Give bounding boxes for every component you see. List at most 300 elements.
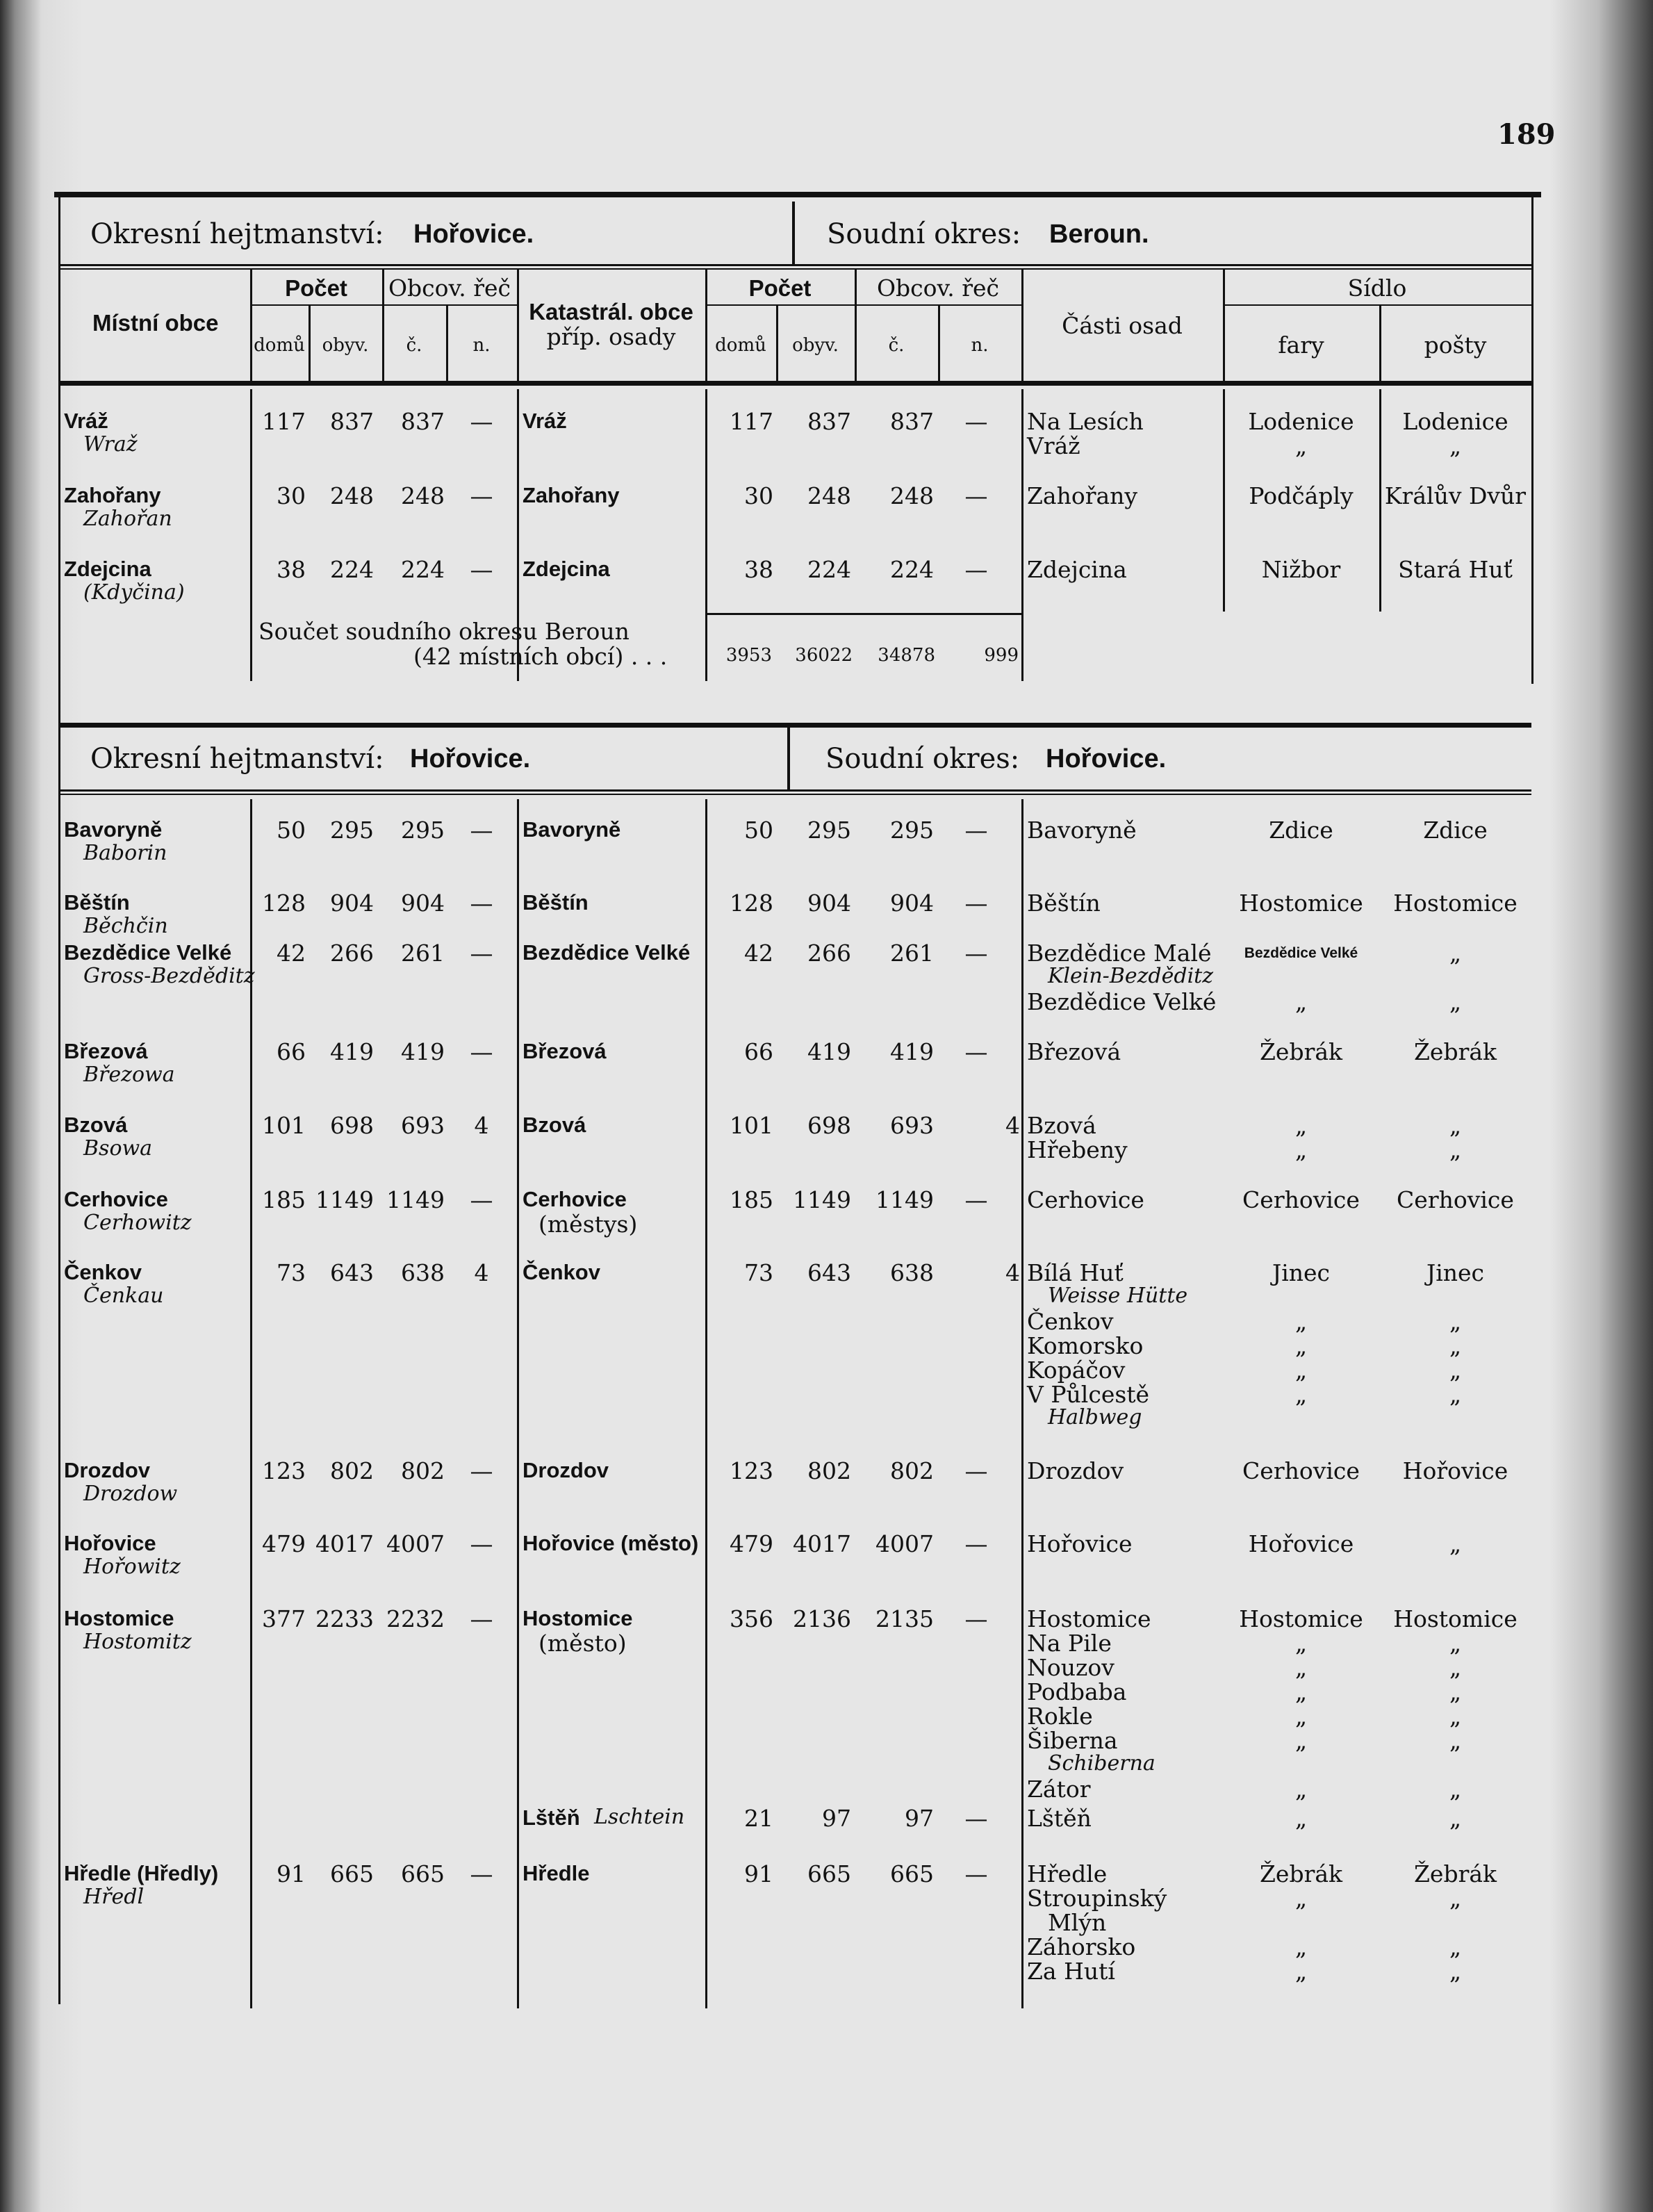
parish-seat: „ — [1294, 1776, 1308, 1803]
post-office: „ — [1449, 1678, 1462, 1705]
houses-count: 50 — [277, 817, 306, 844]
cadastral-german: — — [964, 1805, 988, 1832]
post-office: Hořovice — [1402, 1457, 1508, 1484]
cadastral-houses: 185 — [730, 1186, 773, 1213]
hdr-obyv-2: obyv. — [792, 335, 839, 356]
cadastral-population: 248 — [807, 482, 851, 509]
hdr-casti-osad: Části osad — [1062, 312, 1183, 339]
municipality-name: Hořovice — [64, 1531, 156, 1555]
cadastral-population: 295 — [807, 817, 851, 844]
municipality-name: Drozdov — [64, 1458, 150, 1482]
cadastral-population: 419 — [807, 1038, 851, 1065]
parish-seat: „ — [1294, 1885, 1308, 1912]
czech-speakers: 261 — [401, 940, 445, 967]
cadastral-population: 97 — [822, 1805, 851, 1832]
settlement-part: Bzová — [1027, 1112, 1096, 1139]
hdr-n-1: n. — [472, 335, 491, 356]
czech-speakers: 693 — [401, 1112, 445, 1139]
german-speakers: — — [470, 1605, 493, 1632]
settlement-part: Bezdědice Velké — [1027, 988, 1217, 1015]
municipality-name: Bavoryně — [64, 817, 163, 842]
cadastral-population: 643 — [807, 1259, 851, 1286]
settlement-part: Na Pile — [1027, 1630, 1112, 1657]
municipality-name: Cerhovice — [64, 1187, 168, 1211]
german-speakers: — — [470, 1038, 493, 1065]
sum-domu: 3953 — [725, 645, 772, 666]
settlement-part: Hostomice — [1027, 1605, 1151, 1632]
left-border — [58, 197, 60, 1323]
czech-speakers: 1149 — [386, 1186, 445, 1213]
municipality-german-name: Březowa — [83, 1063, 175, 1087]
parish-seat: „ — [1294, 1654, 1308, 1681]
hejt-label-2: Okresní hejtmanství: — [90, 743, 384, 775]
german-speakers: — — [470, 482, 493, 509]
settlement-part: Lštěň — [1027, 1805, 1092, 1832]
post-office: „ — [1449, 1530, 1462, 1557]
settlement-part: Čenkov — [1027, 1308, 1114, 1335]
sum-rule — [705, 613, 1021, 615]
czech-speakers: 4007 — [386, 1530, 445, 1557]
sub-rule — [1223, 304, 1531, 306]
title-rule — [58, 789, 1531, 792]
sum-n: 999 — [984, 645, 1019, 666]
municipality-german-name: Cerhowitz — [83, 1211, 192, 1235]
cadastral-german: — — [964, 1605, 988, 1632]
parish-seat: Podčáply — [1249, 482, 1354, 509]
municipality-name: Běštín — [64, 890, 130, 915]
col-line — [705, 389, 707, 681]
population-count: 698 — [330, 1112, 374, 1139]
parish-seat: „ — [1294, 1381, 1308, 1408]
parish-seat: „ — [1294, 1630, 1308, 1657]
settlement-part: Za Hutí — [1027, 1958, 1115, 1985]
cadastral-czech: 802 — [890, 1457, 934, 1484]
settlement-part: Bílá Huť — [1027, 1259, 1124, 1286]
cadastral-population: 2136 — [793, 1605, 851, 1632]
post-office: „ — [1449, 1357, 1462, 1384]
german-speakers: — — [470, 1530, 493, 1557]
population-count: 266 — [330, 940, 374, 967]
sum-label-1: Součet soudního okresu Beroun — [258, 618, 630, 645]
czech-speakers: 295 — [401, 817, 445, 844]
municipality-name: Hostomice — [64, 1606, 174, 1630]
settlement-part: Bavoryně — [1027, 817, 1137, 844]
settlement-part: Weisse Hütte — [1048, 1284, 1188, 1308]
hejt-value-2: Hořovice. — [410, 744, 531, 773]
cadastral-name: Běštín — [523, 890, 589, 915]
post-office: Králův Dvůr — [1384, 482, 1527, 509]
population-count: 1149 — [315, 1186, 374, 1213]
post-office: „ — [1449, 988, 1462, 1015]
population-count: 904 — [330, 890, 374, 917]
parish-seat: „ — [1294, 1958, 1308, 1985]
population-count: 248 — [330, 482, 374, 509]
hdr-obyv-1: obyv. — [322, 335, 369, 356]
post-office: „ — [1449, 1630, 1462, 1657]
cadastral-name: Drozdov — [523, 1458, 609, 1482]
cadastral-name: Bzová — [523, 1113, 586, 1137]
parish-seat: „ — [1294, 1308, 1308, 1335]
post-office: Hostomice — [1393, 890, 1518, 917]
title-divider-2 — [787, 728, 790, 790]
population-count: 224 — [330, 556, 374, 583]
post-office: „ — [1449, 1112, 1462, 1139]
parish-seat: „ — [1294, 432, 1308, 459]
parish-seat: „ — [1294, 1703, 1308, 1730]
cadastral-czech: 665 — [890, 1860, 934, 1887]
cadastral-name: Zahořany — [523, 483, 620, 507]
parish-seat: „ — [1294, 1332, 1308, 1359]
settlement-part: Běštín — [1027, 890, 1101, 917]
parish-seat: Zdice — [1269, 817, 1333, 844]
settlement-part: Rokle — [1027, 1703, 1093, 1730]
population-count: 419 — [330, 1038, 374, 1065]
parish-seat: Bezdědice Velké — [1244, 945, 1358, 961]
cadastral-houses: 30 — [744, 482, 773, 509]
settlement-part: Drozdov — [1027, 1457, 1124, 1484]
title-divider — [792, 202, 795, 264]
municipality-german-name: Běchčin — [83, 914, 168, 938]
post-office: Jinec — [1426, 1259, 1485, 1286]
cadastral-name: Cerhovice — [523, 1187, 627, 1211]
cadastral-houses: 117 — [730, 408, 773, 435]
cadastral-houses: 128 — [730, 890, 773, 917]
hdr-katastr: Katastrál. obce — [529, 299, 693, 325]
cadastral-houses: 479 — [730, 1530, 773, 1557]
houses-count: 479 — [262, 1530, 306, 1557]
parish-seat: „ — [1294, 1357, 1308, 1384]
post-office: Zdice — [1423, 817, 1488, 844]
post-office: Stará Huť — [1398, 556, 1513, 583]
parish-seat: „ — [1294, 1805, 1308, 1832]
post-office: Žebrák — [1413, 1038, 1497, 1065]
settlement-part: Podbaba — [1027, 1678, 1127, 1705]
municipality-name: Bezdědice Velké — [64, 940, 232, 965]
cadastral-czech: 295 — [890, 817, 934, 844]
municipality-name: Hředle (Hředly) — [64, 1861, 219, 1885]
cadastral-name: Hořovice (město) — [523, 1531, 699, 1555]
population-count: 837 — [330, 408, 374, 435]
cadastral-population: 837 — [807, 408, 851, 435]
settlement-part: Zátor — [1027, 1776, 1091, 1803]
cadastral-name: Vráž — [523, 409, 567, 433]
hdr-c-2: č. — [888, 335, 905, 356]
cadastral-german: — — [964, 1186, 988, 1213]
post-office: Cerhovice — [1397, 1186, 1514, 1213]
settlement-part: Komorsko — [1027, 1332, 1144, 1359]
municipality-german-name: Baborin — [83, 841, 167, 865]
cadastral-houses: 91 — [744, 1860, 773, 1887]
col-line — [1021, 389, 1023, 681]
post-office: „ — [1449, 1308, 1462, 1335]
houses-count: 185 — [262, 1186, 306, 1213]
czech-speakers: 248 — [401, 482, 445, 509]
cadastral-german: 4 — [1005, 1112, 1020, 1139]
hdr-n-2: n. — [971, 335, 989, 356]
okres-label-1: Soudní okres: — [827, 218, 1021, 250]
sum-c: 34878 — [878, 645, 935, 666]
cadastral-czech: 904 — [890, 890, 934, 917]
german-speakers: 4 — [474, 1112, 489, 1139]
section2-top-rule — [58, 723, 1531, 728]
sub-rule — [250, 304, 517, 306]
cadastral-czech: 837 — [890, 408, 934, 435]
hdr-obcov-1: Obcov. řeč — [388, 275, 511, 302]
hdr-mistni-obce: Místní obce — [92, 310, 219, 336]
municipality-german-name: Hředl — [83, 1885, 145, 1909]
municipality-name: Zahořany — [64, 483, 161, 507]
cadastral-name: Lštěň — [523, 1805, 580, 1830]
population-count: 2233 — [315, 1605, 374, 1632]
hdr-pocet-2: Počet — [748, 275, 812, 301]
cadastral-note: (město) — [538, 1630, 627, 1657]
cadastral-czech: 1149 — [875, 1186, 934, 1213]
cadastral-population: 665 — [807, 1860, 851, 1887]
houses-count: 377 — [262, 1605, 306, 1632]
post-office: „ — [1449, 1885, 1462, 1912]
cadastral-houses: 42 — [744, 940, 773, 967]
post-office: „ — [1449, 940, 1462, 967]
cadastral-name: Zdejcina — [523, 557, 610, 581]
parish-seat: „ — [1294, 1136, 1308, 1163]
sum-label-2: (42 místních obcí) . . . — [413, 643, 668, 670]
houses-count: 30 — [277, 482, 306, 509]
cadastral-population: 224 — [807, 556, 851, 583]
settlement-part: Hředle — [1027, 1860, 1108, 1887]
settlement-part: Šiberna — [1027, 1727, 1118, 1754]
cadastral-german: — — [964, 940, 988, 967]
cadastral-czech: 419 — [890, 1038, 934, 1065]
czech-speakers: 224 — [401, 556, 445, 583]
german-speakers: — — [470, 1457, 493, 1484]
post-office: Lodenice — [1402, 408, 1508, 435]
cadastral-german: — — [964, 1530, 988, 1557]
municipality-german-name: Hostomitz — [83, 1630, 192, 1654]
municipality-german-name: Bsowa — [83, 1136, 153, 1161]
cadastral-german: — — [964, 1038, 988, 1065]
parish-seat: Žebrák — [1259, 1860, 1343, 1887]
parish-seat: Hostomice — [1239, 890, 1363, 917]
cadastral-german: — — [964, 1860, 988, 1887]
houses-count: 66 — [277, 1038, 306, 1065]
czech-speakers: 802 — [401, 1457, 445, 1484]
german-speakers: — — [470, 1860, 493, 1887]
parish-seat: „ — [1294, 1112, 1308, 1139]
cadastral-german: 4 — [1005, 1259, 1020, 1286]
post-office: „ — [1449, 1381, 1462, 1408]
population-count: 643 — [330, 1259, 374, 1286]
cadastral-name: Bavoryně — [523, 817, 621, 842]
municipality-german-name: Hořowitz — [83, 1555, 181, 1579]
settlement-part: Na Lesích — [1027, 408, 1144, 435]
cadastral-name: Bezdědice Velké — [523, 940, 691, 965]
settlement-part: Klein-Bezděditz — [1048, 964, 1214, 988]
houses-count: 42 — [277, 940, 306, 967]
header-bottom-rule — [58, 381, 1531, 386]
cadastral-czech: 638 — [890, 1259, 934, 1286]
settlement-part: Cerhovice — [1027, 1186, 1144, 1213]
hdr-pocet-1: Počet — [285, 275, 347, 301]
cadastral-population: 802 — [807, 1457, 851, 1484]
cadastral-houses: 73 — [744, 1259, 773, 1286]
municipality-name: Vráž — [64, 409, 108, 433]
right-border — [1531, 197, 1533, 684]
settlement-part: Hořovice — [1027, 1530, 1133, 1557]
cadastral-population: 266 — [807, 940, 851, 967]
houses-count: 128 — [262, 890, 306, 917]
okres-value-2: Hořovice. — [1046, 744, 1167, 773]
settlement-part: Hřebeny — [1027, 1136, 1128, 1163]
parish-seat: Cerhovice — [1242, 1457, 1360, 1484]
title-rule-2 — [58, 268, 1531, 270]
houses-count: 117 — [262, 408, 306, 435]
czech-speakers: 665 — [401, 1860, 445, 1887]
cadastral-czech: 4007 — [875, 1530, 934, 1557]
settlement-part: V Půlcestě — [1027, 1381, 1150, 1408]
czech-speakers: 2232 — [386, 1605, 445, 1632]
parish-seat: „ — [1294, 1933, 1308, 1960]
cadastral-german: — — [964, 890, 988, 917]
cadastral-population: 1149 — [793, 1186, 851, 1213]
population-count: 665 — [330, 1860, 374, 1887]
houses-count: 91 — [277, 1860, 306, 1887]
municipality-german-name: Zahořan — [83, 507, 172, 531]
hejt-label-1: Okresní hejtmanství: — [90, 218, 384, 250]
cadastral-name: Čenkov — [523, 1260, 600, 1284]
okres-label-2: Soudní okres: — [825, 743, 1020, 775]
municipality-name: Čenkov — [64, 1260, 142, 1284]
population-count: 4017 — [315, 1530, 374, 1557]
settlement-part: Vráž — [1027, 432, 1080, 459]
hdr-obcov-2: Obcov. řeč — [876, 275, 1000, 302]
parish-seat: Hořovice — [1248, 1530, 1354, 1557]
col-line — [250, 389, 252, 681]
settlement-part: Březová — [1027, 1038, 1121, 1065]
page-number: 189 — [1497, 118, 1556, 151]
settlement-part: Záhorsko — [1027, 1933, 1136, 1960]
cadastral-czech: 224 — [890, 556, 934, 583]
title-rule-1 — [58, 264, 1531, 266]
cadastral-name: Hředle — [523, 1861, 590, 1885]
cadastral-czech: 2135 — [875, 1605, 934, 1632]
hejt-value-1: Hořovice. — [413, 220, 534, 249]
post-office: „ — [1449, 1933, 1462, 1960]
post-office: „ — [1449, 1654, 1462, 1681]
cadastral-population: 4017 — [793, 1530, 851, 1557]
cadastral-german: — — [964, 482, 988, 509]
houses-count: 38 — [277, 556, 306, 583]
sum-obyv: 36022 — [795, 645, 853, 666]
cadastral-german: — — [964, 408, 988, 435]
cadastral-houses: 123 — [730, 1457, 773, 1484]
cadastral-houses: 356 — [730, 1605, 773, 1632]
parish-seat: „ — [1294, 1727, 1308, 1754]
hdr-fary: fary — [1278, 331, 1324, 359]
left-border-lower — [58, 1323, 60, 2004]
parish-seat: Žebrák — [1259, 1038, 1343, 1065]
cadastral-houses: 50 — [744, 817, 773, 844]
settlement-part: Halbweg — [1048, 1405, 1142, 1429]
cadastral-houses: 101 — [730, 1112, 773, 1139]
top-rule — [54, 192, 1541, 197]
hdr-c-1: č. — [406, 335, 422, 356]
hdr-posty: pošty — [1424, 331, 1487, 359]
parish-seat: Cerhovice — [1242, 1186, 1360, 1213]
german-speakers: — — [470, 890, 493, 917]
cadastral-population: 904 — [807, 890, 851, 917]
post-office: „ — [1449, 1958, 1462, 1985]
post-office: „ — [1449, 432, 1462, 459]
parish-seat: Nižbor — [1261, 556, 1341, 583]
parish-seat: Hostomice — [1239, 1605, 1363, 1632]
cadastral-note: (městys) — [538, 1211, 638, 1238]
parish-seat: „ — [1294, 1678, 1308, 1705]
german-speakers: 4 — [474, 1259, 489, 1286]
czech-speakers: 638 — [401, 1259, 445, 1286]
settlement-part: Mlýn — [1048, 1909, 1107, 1936]
sub-rule — [705, 304, 1021, 306]
cadastral-czech: 248 — [890, 482, 934, 509]
german-speakers: — — [470, 1186, 493, 1213]
post-office: „ — [1449, 1805, 1462, 1832]
municipality-name: Zdejcina — [64, 557, 151, 581]
cadastral-german: — — [964, 1457, 988, 1484]
cadastral-german: — — [964, 556, 988, 583]
population-count: 295 — [330, 817, 374, 844]
cadastral-czech: 97 — [905, 1805, 934, 1832]
cadastral-houses: 66 — [744, 1038, 773, 1065]
houses-count: 73 — [277, 1259, 306, 1286]
german-speakers: — — [470, 940, 493, 967]
title-rule — [58, 794, 1531, 795]
cadastral-czech: 693 — [890, 1112, 934, 1139]
hdr-domu-2: domů — [715, 335, 766, 356]
german-speakers: — — [470, 556, 493, 583]
post-office: Žebrák — [1413, 1860, 1497, 1887]
hdr-sidlo: Sídlo — [1347, 275, 1407, 302]
post-office: „ — [1449, 1776, 1462, 1803]
municipality-name: Bzová — [64, 1113, 128, 1137]
municipality-german-name: Gross-Bezděditz — [83, 964, 255, 988]
col-line — [517, 799, 519, 2008]
municipality-german-name: Wraž — [83, 432, 138, 457]
post-office: „ — [1449, 1703, 1462, 1730]
post-office: „ — [1449, 1727, 1462, 1754]
post-office: „ — [1449, 1332, 1462, 1359]
cadastral-czech: 261 — [890, 940, 934, 967]
cadastral-german: — — [964, 817, 988, 844]
settlement-part: Zdejcina — [1027, 556, 1127, 583]
post-office: Hostomice — [1393, 1605, 1518, 1632]
german-speakers: — — [470, 408, 493, 435]
post-office: „ — [1449, 1136, 1462, 1163]
cadastral-houses: 21 — [744, 1805, 773, 1832]
parish-seat: Jinec — [1272, 1259, 1331, 1286]
settlement-part: Nouzov — [1027, 1654, 1115, 1681]
czech-speakers: 904 — [401, 890, 445, 917]
settlement-part: Stroupinský — [1027, 1885, 1167, 1912]
okres-value-1: Beroun. — [1049, 220, 1149, 249]
population-count: 802 — [330, 1457, 374, 1484]
parish-seat: „ — [1294, 988, 1308, 1015]
municipality-german-name: Drozdow — [83, 1482, 178, 1506]
houses-count: 101 — [262, 1112, 306, 1139]
hdr-katastr-2: příp. osady — [546, 323, 676, 350]
municipality-name: Březová — [64, 1039, 148, 1063]
parish-seat: Lodenice — [1248, 408, 1354, 435]
czech-speakers: 419 — [401, 1038, 445, 1065]
cadastral-german-name: Lschtein — [594, 1805, 685, 1829]
